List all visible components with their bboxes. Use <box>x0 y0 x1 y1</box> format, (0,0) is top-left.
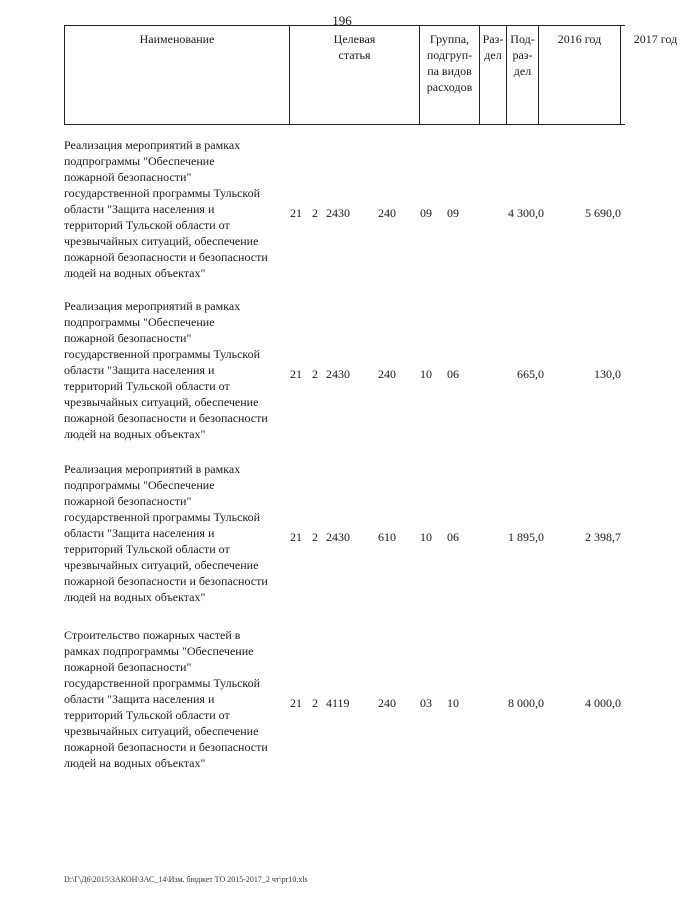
header-section: Раз- дел <box>480 26 507 124</box>
header-year-2017: 2017 год <box>633 32 678 46</box>
row-amount-2016: 1 895,0 <box>508 530 544 544</box>
file-path-footer: D:\Г\Д6\2015\ЗАКОН\ЗАС_14\Изм. бюджет ТО 2015-2017_2 чт\pr10.xls <box>64 875 308 884</box>
row-amount-2017: 5 690,0 <box>585 206 621 220</box>
row-subsection: 10 <box>447 696 459 710</box>
table-row <box>64 137 634 280</box>
row-name: Строительство пожарных частей в рамках подпрограммы "Обеспечение пожарной безопасности" государственной программы Тульской области "Защита населения и территорий Тульской области от чрезвычайных ситуаций, обеспечение пожарной безопасности и безопасности людей на водных объектах" <box>64 628 268 770</box>
row-section: 09 <box>420 206 432 220</box>
row-code-direction: 2430 <box>326 206 350 220</box>
row-name: Реализация мероприятий в рамках подпрограммы "Обеспечение пожарной безопасности" государственной программы Тульской области "Защита населения и территорий Тульской области от чрезвычайных ситуаций, обеспечение пожарной безопасности и безопасности людей на водных объектах" <box>64 138 268 280</box>
row-amount-2017: 2 398,7 <box>585 530 621 544</box>
row-group: 610 <box>378 530 396 544</box>
header-subsection: Под- раз- дел <box>507 26 539 124</box>
row-code-subprogram: 2 <box>312 696 318 710</box>
header-group: Группа, подгруп- па видов расходов <box>420 26 480 124</box>
row-code-subprogram: 2 <box>312 367 318 381</box>
header-target-article: Целевая статья <box>290 26 420 124</box>
table-row <box>64 298 634 441</box>
row-code-direction: 2430 <box>326 367 350 381</box>
table-header <box>64 25 678 125</box>
table-row <box>64 627 634 770</box>
row-code-subprogram: 2 <box>312 530 318 544</box>
row-amount-2017: 130,0 <box>594 367 621 381</box>
page-number: 196 <box>332 13 352 28</box>
row-group: 240 <box>378 696 396 710</box>
row-section: 10 <box>420 367 432 381</box>
row-subsection: 09 <box>447 206 459 220</box>
row-section: 03 <box>420 696 432 710</box>
row-code-program: 21 <box>290 206 302 220</box>
row-code-direction: 2430 <box>326 530 350 544</box>
row-subsection: 06 <box>447 367 459 381</box>
row-code-subprogram: 2 <box>312 206 318 220</box>
row-amount-2016: 4 300,0 <box>508 206 544 220</box>
row-amount-2017: 4 000,0 <box>585 696 621 710</box>
row-subsection: 06 <box>447 530 459 544</box>
header-year-2016: 2016 год <box>539 26 621 124</box>
row-code-program: 21 <box>290 530 302 544</box>
row-code-direction: 4119 <box>326 696 350 710</box>
row-amount-2016: 665,0 <box>517 367 544 381</box>
row-name: Реализация мероприятий в рамках подпрограммы "Обеспечение пожарной безопасности" государственной программы Тульской области "Защита населения и территорий Тульской области от чрезвычайных ситуаций, обеспечение пожарной безопасности и безопасности людей на водных объектах" <box>64 299 268 441</box>
row-group: 240 <box>378 367 396 381</box>
header-name: Наименование <box>65 26 290 124</box>
row-group: 240 <box>378 206 396 220</box>
row-name: Реализация мероприятий в рамках подпрограммы "Обеспечение пожарной безопасности" государственной программы Тульской области "Защита населения и территорий Тульской области от чрезвычайных ситуаций, обеспечение пожарной безопасности и безопасности людей на водных объектах" <box>64 462 268 604</box>
row-section: 10 <box>420 530 432 544</box>
row-code-program: 21 <box>290 696 302 710</box>
row-code-program: 21 <box>290 367 302 381</box>
row-amount-2016: 8 000,0 <box>508 696 544 710</box>
table-row <box>64 461 634 604</box>
